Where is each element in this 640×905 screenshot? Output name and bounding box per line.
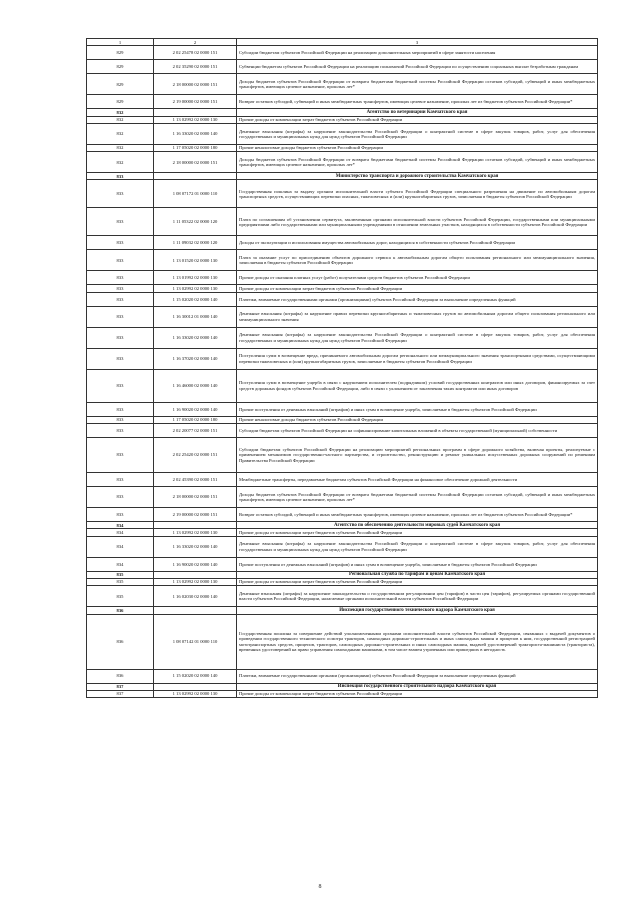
row-kbk: 1 16 33020 02 0000 140 [154,536,237,557]
row-code: 833 [87,438,154,473]
row-kbk: 1 15 02020 02 0000 140 [154,669,237,683]
row-name: Субсидии бюджетам субъектов Российской Федерации на реализацию мероприятий региональных программ в сфере дорожного хозяйства, включая проекты, реализуемые с применением механизмов государственно-частного партнерства, и строительство, реконструкцию и ремонт уникальных искусственных дорожных сооружений по решениям Правительства Российской Федерации [237,438,598,473]
row-code: 833 [87,306,154,327]
row-kbk: 1 13 02992 02 0000 130 [154,690,237,697]
row-code: 835 [87,571,154,578]
row-name: Субсидии бюджетам субъектов Российской Федерации на реализацию дополнительных мероприятий в сфере занятости населения [237,46,598,60]
row-name: Субсидии бюджетам субъектов Российской Федерации на софинансирование капитальных вложений в объекты государственной (муниципальной) собственности [237,424,598,438]
row-name: Денежные взыскания (штрафы) за нарушение законодательства о государственном регулировании цен (тарифов) в части цен (тарифов), регулируемых органами государственной власти субъектов Российской Федерации, налагаемые органами исполнительной власти субъектов Российской Федерации [237,586,598,607]
row-kbk: 2 02 45390 02 0000 151 [154,473,237,487]
row-kbk: 1 11 05322 02 0000 120 [154,208,237,236]
row-kbk [154,571,237,578]
table-body [87,39,598,698]
row-name: Прочие доходы от компенсации затрат бюджетов субъектов Российской Федерации [237,285,598,292]
section-header-row [87,109,598,116]
row-name: Доходы от эксплуатации и использования имущества автомобильных дорог, находящихся в собственности субъектов Российской Федерации [237,236,598,250]
document-page [86,38,598,698]
row-code: 833 [87,180,154,208]
row-code: 836 [87,614,154,669]
row-name: Прочие поступления от денежных взысканий (штрафов) и иных сумм в возмещение ущерба, зачисляемые в бюджеты субъектов Российской Федерации [237,557,598,571]
table-row [87,536,598,557]
row-kbk: 1 17 05020 02 0000 180 [154,144,237,151]
row-kbk: 2 02 20077 02 0000 151 [154,424,237,438]
row-kbk: 1 16 30012 01 0000 140 [154,306,237,327]
row-code: 829 [87,74,154,95]
table-row [87,236,598,250]
row-code: 837 [87,690,154,697]
row-name: Прочие доходы от оказания платных услуг (работ) получателями средств бюджетов субъектов Российской Федерации [237,271,598,285]
table-row [87,438,598,473]
row-name: Агентство по обеспечению деятельности мировых судей Камчатского края [237,522,598,529]
row-code: 833 [87,416,154,423]
row-kbk: 1 08 07172 01 0000 110 [154,180,237,208]
row-code: 834 [87,536,154,557]
row-name: Поступления сумм в возмещение вреда, причиняемого автомобильным дорогам регионального или межмуниципального значения транспортными средствами, осуществляющими перевозки тяжеловесных и (или) крупногабаритных грузов, зачисляемые в бюджеты субъектов Российской Федерации [237,348,598,369]
column-number-2: 2 [154,39,237,46]
table-row [87,348,598,369]
section-header-row [87,571,598,578]
row-code: 833 [87,173,154,180]
row-kbk [154,173,237,180]
table-row [87,487,598,508]
row-kbk [154,109,237,116]
row-name: Плата по соглашениям об установлении сервитута, заключенным органами исполнительной власти субъектов Российской Федерации, государственными или муниципальными предприятиями либо государственными или муниципальными учреждениями в отношении земельных участков, находящихся в собственности субъектов Российской Федерации [237,208,598,236]
row-code: 833 [87,508,154,522]
row-kbk: 1 16 46000 02 0000 140 [154,369,237,402]
row-kbk: 2 19 00000 02 0000 151 [154,508,237,522]
row-name: Прочие доходы от компенсации затрат бюджетов субъектов Российской Федерации [237,529,598,536]
table-row [87,327,598,348]
row-code: 829 [87,95,154,109]
row-kbk: 2 18 00000 02 0000 151 [154,152,237,173]
row-kbk: 1 17 05020 02 0000 180 [154,416,237,423]
column-number-row [87,39,598,46]
row-kbk: 2 18 00000 02 0000 151 [154,487,237,508]
row-code: 833 [87,236,154,250]
row-code: 833 [87,402,154,416]
table-row [87,557,598,571]
table-row [87,74,598,95]
table-row [87,669,598,683]
row-kbk: 1 13 02992 02 0000 130 [154,116,237,123]
table-row [87,144,598,151]
table-row [87,208,598,236]
row-name: Платежи, взимаемые государственными органами (организациями) субъектов Российской Федерации за выполнение определенных функций [237,669,598,683]
section-header-row [87,522,598,529]
row-name: Доходы бюджетов субъектов Российской Федерации от возврата бюджетами бюджетной системы Российской Федерации остатков субсидий, субвенций и иных межбюджетных трансфертов, имеющих целевое назначение, прошлых лет* [237,74,598,95]
row-code: 832 [87,109,154,116]
table-row [87,180,598,208]
row-name: Возврат остатков субсидий, субвенций и иных межбюджетных трансфертов, имеющих целевое назначение, прошлых лет из бюджетов субъектов Российской Федерации* [237,95,598,109]
section-header-row [87,607,598,614]
row-name: Инспекция государственного строительного надзора Камчатского края [237,683,598,690]
row-code: 832 [87,152,154,173]
row-code: 837 [87,683,154,690]
row-name: Денежные взыскания (штрафы) за нарушение законодательства Российской Федерации о контрактной системе в сфере закупок товаров, работ, услуг для обеспечения государственных и муниципальных нужд для нужд субъектов Российской Федерации [237,536,598,557]
table-row [87,292,598,306]
row-code: 836 [87,669,154,683]
row-name: Прочие неналоговые доходы бюджетов субъектов Российской Федерации [237,416,598,423]
table-row [87,152,598,173]
table-row [87,508,598,522]
row-code: 833 [87,424,154,438]
column-number-3: 3 [237,39,598,46]
row-kbk: 1 11 09032 02 0000 120 [154,236,237,250]
row-name: Плата за оказание услуг по присоединению объектов дорожного сервиса к автомобильным дорогам общего пользования регионального или межмуниципального значения, зачисляемая в бюджеты субъектов Российской Федерации [237,250,598,271]
table-row [87,46,598,60]
row-name: Инспекция государственного технического надзора Камчатского края [237,607,598,614]
row-name: Государственная пошлина за выдачу органом исполнительной власти субъекта Российской Федерации специального разрешения на движение по автомобильным дорогам транспортных средств, осуществляющих перевозки опасных, тяжеловесных и (или) крупногабаритных грузов, зачисляемая в бюджеты субъектов Российской Федерации [237,180,598,208]
row-name: Прочие доходы от компенсации затрат бюджетов субъектов Российской Федерации [237,116,598,123]
row-code: 833 [87,292,154,306]
row-code: 833 [87,285,154,292]
section-header-row [87,683,598,690]
table-row [87,369,598,402]
section-header-row [87,173,598,180]
table-row [87,60,598,74]
row-code: 834 [87,529,154,536]
table-row [87,529,598,536]
row-code: 832 [87,116,154,123]
table-row [87,416,598,423]
row-name: Прочие неналоговые доходы бюджетов субъектов Российской Федерации [237,144,598,151]
table-row [87,271,598,285]
row-name: Доходы бюджетов субъектов Российской Федерации от возврата бюджетами бюджетной системы Российской Федерации остатков субсидий, субвенций и иных межбюджетных трансфертов, имеющих целевое назначение, прошлых лет* [237,152,598,173]
row-kbk: 2 02 35290 02 0000 151 [154,60,237,74]
row-code: 832 [87,144,154,151]
row-code: 829 [87,46,154,60]
row-kbk: 1 13 01992 02 0000 130 [154,271,237,285]
row-name: Денежные взыскания (штрафы) за нарушение законодательства Российской Федерации о контрактной системе в сфере закупок товаров, работ, услуг для обеспечения государственных и муниципальных нужд для нужд субъектов Российской Федерации [237,327,598,348]
table-row [87,690,598,697]
row-code: 833 [87,473,154,487]
revenue-classification-table [86,38,598,698]
row-kbk: 1 13 02992 02 0000 130 [154,578,237,585]
row-code: 834 [87,557,154,571]
row-name: Субвенции бюджетам субъектов Российской Федерации на реализацию полномочий Российской Федерации по осуществлению социальных выплат безработным гражданам [237,60,598,74]
row-name: Поступления сумм в возмещение ущерба в связи с нарушением исполнителем (подрядчиком) условий государственных контрактов или иных договоров, финансируемых за счет средств дорожных фондов субъектов Российской Федерации, либо в связи с уклонением от заключения таких контрактов или иных договоров [237,369,598,402]
row-kbk: 2 19 00000 02 0000 151 [154,95,237,109]
table-row [87,586,598,607]
row-kbk [154,522,237,529]
row-code: 834 [87,522,154,529]
row-name: Прочие доходы от компенсации затрат бюджетов субъектов Российской Федерации [237,690,598,697]
row-name: Прочие поступления от денежных взысканий (штрафов) и иных сумм в возмещение ущерба, зачисляемые в бюджеты субъектов Российской Федерации [237,402,598,416]
row-name: Межбюджетные трансферты, передаваемые бюджетам субъектов Российской Федерации на финансовое обеспечение дорожной деятельности [237,473,598,487]
row-kbk: 1 16 37020 02 0000 140 [154,348,237,369]
row-kbk: 1 15 02020 02 0000 140 [154,292,237,306]
table-row [87,116,598,123]
row-kbk: 1 13 02992 02 0000 130 [154,529,237,536]
row-kbk: 2 02 25420 02 0000 151 [154,438,237,473]
row-kbk: 1 16 33020 02 0000 140 [154,123,237,144]
table-row [87,578,598,585]
table-row [87,402,598,416]
page-number: 8 [318,884,322,890]
row-code: 836 [87,607,154,614]
row-code: 832 [87,123,154,144]
table-row [87,95,598,109]
row-code: 835 [87,578,154,585]
row-code: 833 [87,348,154,369]
row-kbk: 1 16 33020 02 0000 140 [154,327,237,348]
row-code: 833 [87,250,154,271]
row-kbk: 1 16 90020 02 0000 140 [154,557,237,571]
row-code: 833 [87,208,154,236]
row-code: 833 [87,369,154,402]
row-name: Региональная служба по тарифам и ценам Камчатского края [237,571,598,578]
row-name: Денежные взыскания (штрафы) за нарушение законодательства Российской Федерации о контрактной системе в сфере закупок товаров, работ, услуг для обеспечения государственных и муниципальных нужд для нужд субъектов Российской Федерации [237,123,598,144]
row-code: 829 [87,60,154,74]
table-row [87,123,598,144]
row-name: Платежи, взимаемые государственными органами (организациями) субъектов Российской Федерации за выполнение определенных функций [237,292,598,306]
row-kbk: 1 13 02992 02 0000 130 [154,285,237,292]
row-kbk: 2 02 25478 02 0000 151 [154,46,237,60]
row-kbk: 1 13 01520 02 0000 130 [154,250,237,271]
row-kbk: 1 16 90020 02 0000 140 [154,402,237,416]
table-row [87,250,598,271]
row-name: Агентство по ветеринарии Камчатского края [237,109,598,116]
table-row [87,306,598,327]
row-name: Министерство транспорта и дорожного строительства Камчатского края [237,173,598,180]
row-kbk: 2 18 00000 02 0000 151 [154,74,237,95]
row-name: Государственная пошлина за совершение действий уполномоченными органами исполнительной власти субъектов Российской Федерации, связанных с выдачей документов о проведении государственного технического осмотра тракторов, самоходных дорожно-строительных и иных самоходных машин и прицепов к ним, государственной регистрацией мототранспортных средств, прицепов, тракторов, самоходных дорожно-строительных и иных самоходных машин, выдачей удостоверений тракториста-машиниста (тракториста), временных удостоверений на право управления самоходными машинами, в том числе взамен утраченных или пришедших в негодность [237,614,598,669]
table-row [87,614,598,669]
row-kbk: 1 08 07142 01 0000 110 [154,614,237,669]
column-number-1: 1 [87,39,154,46]
row-name: Доходы бюджетов субъектов Российской Федерации от возврата бюджетами бюджетной системы Российской Федерации остатков субсидий, субвенций и иных межбюджетных трансфертов, имеющих целевое назначение, прошлых лет* [237,487,598,508]
row-name: Возврат остатков субсидий, субвенций и иных межбюджетных трансфертов, имеющих целевое назначение, прошлых лет из бюджетов субъектов Российской Федерации* [237,508,598,522]
table-row [87,285,598,292]
row-code: 833 [87,271,154,285]
row-kbk [154,607,237,614]
row-name: Прочие доходы от компенсации затрат бюджетов субъектов Российской Федерации [237,578,598,585]
row-code: 833 [87,327,154,348]
row-kbk [154,683,237,690]
table-row [87,424,598,438]
row-code: 835 [87,586,154,607]
row-kbk: 1 16 02030 02 0000 140 [154,586,237,607]
row-name: Денежные взыскания (штрафы) за нарушение правил перевозки крупногабаритных и тяжеловесных грузов по автомобильным дорогам общего пользования регионального или межмуниципального значения [237,306,598,327]
table-row [87,473,598,487]
row-code: 833 [87,487,154,508]
